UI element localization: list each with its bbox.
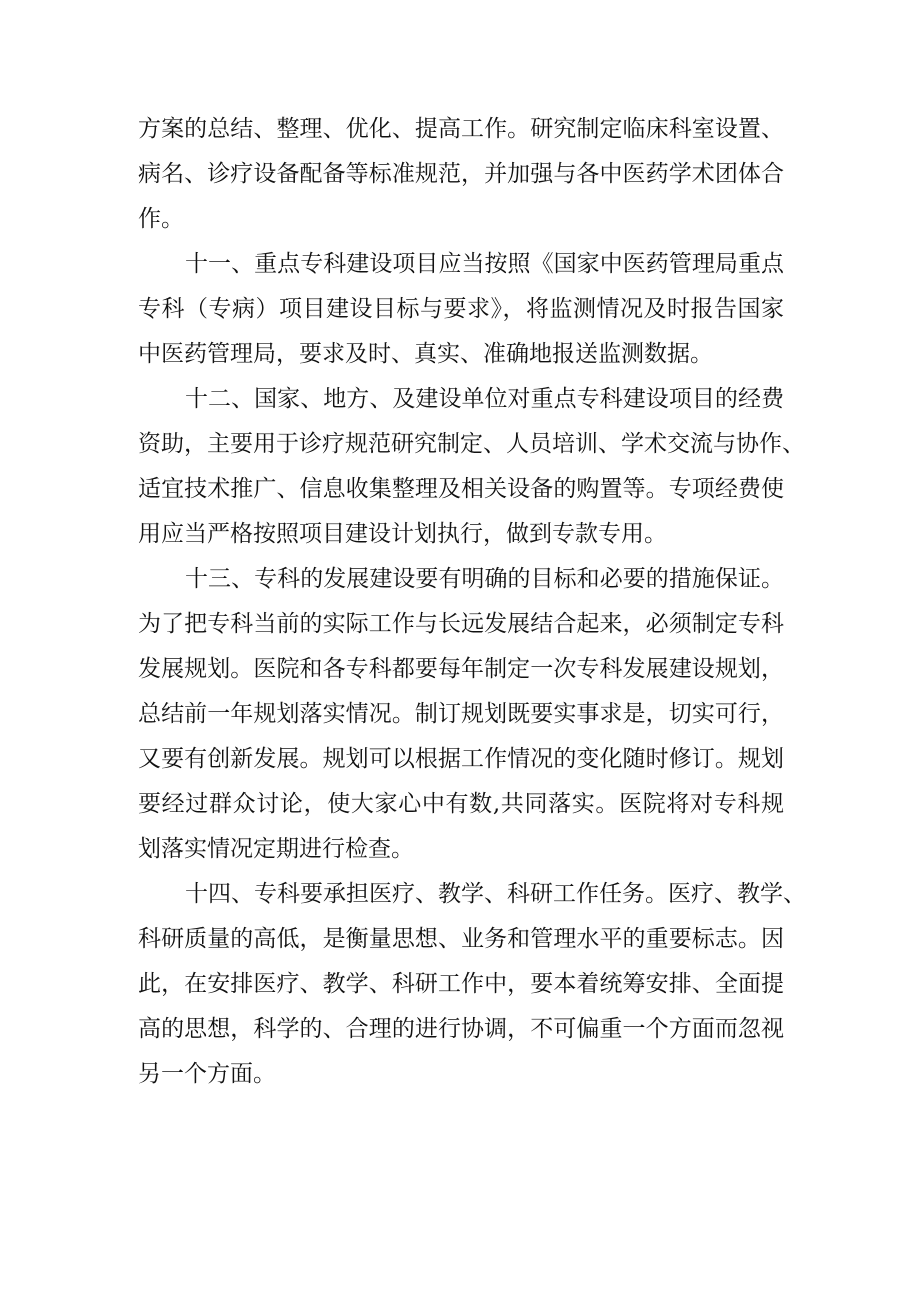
text-line: 为了把专科当前的实际工作与长远发展结合起来，必须制定专科 — [138, 611, 784, 637]
document-body — [138, 107, 806, 1097]
text-line: 专科（专病）项目建设目标与要求》，将监测情况及时报告国家 — [138, 296, 784, 322]
text-line: 中医药管理局，要求及时、真实、准确地报送监测数据。 — [138, 341, 713, 367]
text-line: 另一个方面。 — [138, 1061, 276, 1087]
text-line: 十三、专科的发展建设要有明确的目标和必要的措施保证。 — [185, 566, 784, 592]
text-line: 又要有创新发展。规划可以根据工作情况的变化随时修订。规划 — [138, 746, 784, 772]
text-line: 高的思想，科学的、合理的进行协调，不可偏重一个方面而忽视 — [138, 1016, 784, 1042]
text-line: 作。 — [138, 206, 184, 232]
text-line: 方案的总结、整理、优化、提高工作。研究制定临床科室设置、 — [138, 116, 784, 142]
text-line: 十一、重点专科建设项目应当按照《国家中医药管理局重点 — [185, 251, 784, 277]
paragraph-item-12 — [138, 377, 805, 557]
paragraph-item-11 — [138, 242, 784, 377]
text-line: 资助，主要用于诊疗规范研究制定、人员培训、学术交流与协作、 — [138, 431, 805, 457]
text-line: 用应当严格按照项目建设计划执行，做到专款专用。 — [138, 521, 667, 547]
text-line: 十四、专科要承担医疗、教学、科研工作任务。医疗、教学、 — [185, 881, 806, 907]
text-line: 划落实情况定期进行检查。 — [138, 836, 414, 862]
paragraph-item-13 — [138, 557, 784, 872]
paragraph-continuation — [138, 107, 784, 242]
text-line: 要经过群众讨论，使大家心中有数,共同落实。医院将对专科规 — [138, 791, 784, 817]
text-line: 科研质量的高低，是衡量思想、业务和管理水平的重要标志。因 — [138, 926, 784, 952]
text-line: 适宜技术推广、信息收集整理及相关设备的购置等。专项经费使 — [138, 476, 784, 502]
text-line: 发展规划。医院和各专科都要每年制定一次专科发展建设规划， — [138, 656, 784, 682]
text-line: 病名、诊疗设备配备等标准规范，并加强与各中医药学术团体合 — [138, 161, 784, 187]
text-line: 总结前一年规划落实情况。制订规划既要实事求是，切实可行， — [138, 701, 784, 727]
text-line: 此，在安排医疗、教学、科研工作中，要本着统筹安排、全面提 — [138, 971, 784, 997]
paragraph-item-14 — [138, 872, 806, 1097]
text-line: 十二、国家、地方、及建设单位对重点专科建设项目的经费 — [185, 386, 784, 412]
